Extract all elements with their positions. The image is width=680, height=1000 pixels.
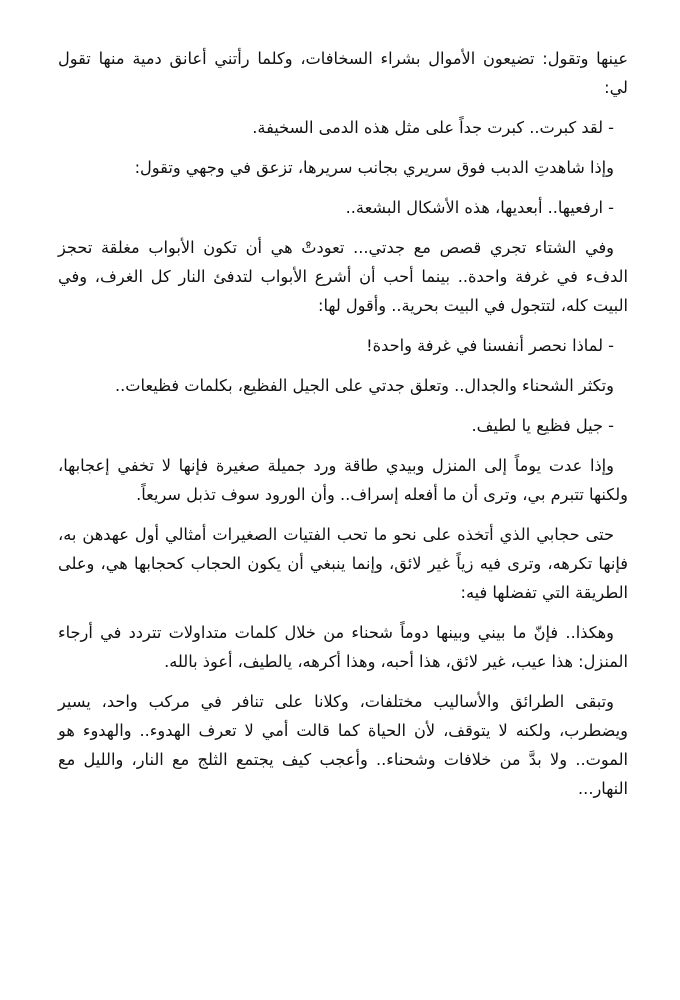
paragraph-2: - لقد كبرت.. كبرت جداً على مثل هذه الدمى السخيفة. <box>252 118 614 137</box>
paragraph-3: وإذا شاهدتِ الدبب فوق سريري بجانب سريرها، تزعق في وجهي وتقول: <box>134 158 614 177</box>
paragraph-9: وإذا عدت يوماً إلى المنزل وبيدي طاقة ورد جميلة صغيرة فإنها لا تخفي إعجابها، ولكنها تتبرم بي، وترى أن ما أفعله إسراف.. وأن الورود سوف تذبل سريعاً. <box>58 456 628 504</box>
paragraph-4: - ارفعيها.. أبعديها، هذه الأشكال البشعة.. <box>345 198 614 217</box>
paragraph-11: وهكذا.. فإنّ ما بيني وبينها دوماً شحناء من خلال كلمات متداولات تتردد في أرجاء المنزل: هذا عيب، غير لائق، هذا أحبه، وهذا أكرهه، يالطيف، أعوذ بالله. <box>58 623 628 671</box>
paragraph-12: وتبقى الطرائق والأساليب مختلفات، وكلانا على تنافر في مركب واحد، يسير ويضطرب، ولكنه لا يتوقف، لأن الحياة كما قالت أمي لا تعرف الهدوء.. والهدوء هو الموت.. ولا بدَّ من خلافات وشحناء.. وأعجب كيف يجتمع الثلج مع النار، والليل مع النهار... <box>58 692 628 798</box>
paragraph-7: وتكثر الشحناء والجدال.. وتعلق جدتي على الجيل الفظيع، بكلمات فظيعات.. <box>114 376 614 395</box>
paragraph-1: عينها وتقول: تضيعون الأموال بشراء السخافات، وكلما رأتني أعانق دمية منها تقول لي: <box>58 49 628 97</box>
paragraph-8: - جيل فظيع يا لطيف. <box>471 416 614 435</box>
paragraph-6: - لماذا نحصر أنفسنا في غرفة واحدة! <box>366 336 614 355</box>
paragraph-5: وفي الشتاء تجري قصص مع جدتي... تعودتْ هي أن تكون الأبواب مغلقة تحجز الدفء في غرفة واحدة.. بينما أحب أن أشرع الأبواب لتدفئ النار كل الغرف، وفي البيت كله، لتتجول في البيت بحرية.. وأقول لها: <box>58 238 628 315</box>
paragraph-10: حتى حجابي الذي أتخذه على نحو ما تحب الفتيات الصغيرات أمثالي أول عهدهن به، فإنها تكرهه، وترى فيه زياً غير لائق، وإنما ينبغي أن يكون الحجاب كحجابها هي، وعلى الطريقة التي تفضلها فيه: <box>58 525 628 602</box>
document-page <box>58 44 628 803</box>
